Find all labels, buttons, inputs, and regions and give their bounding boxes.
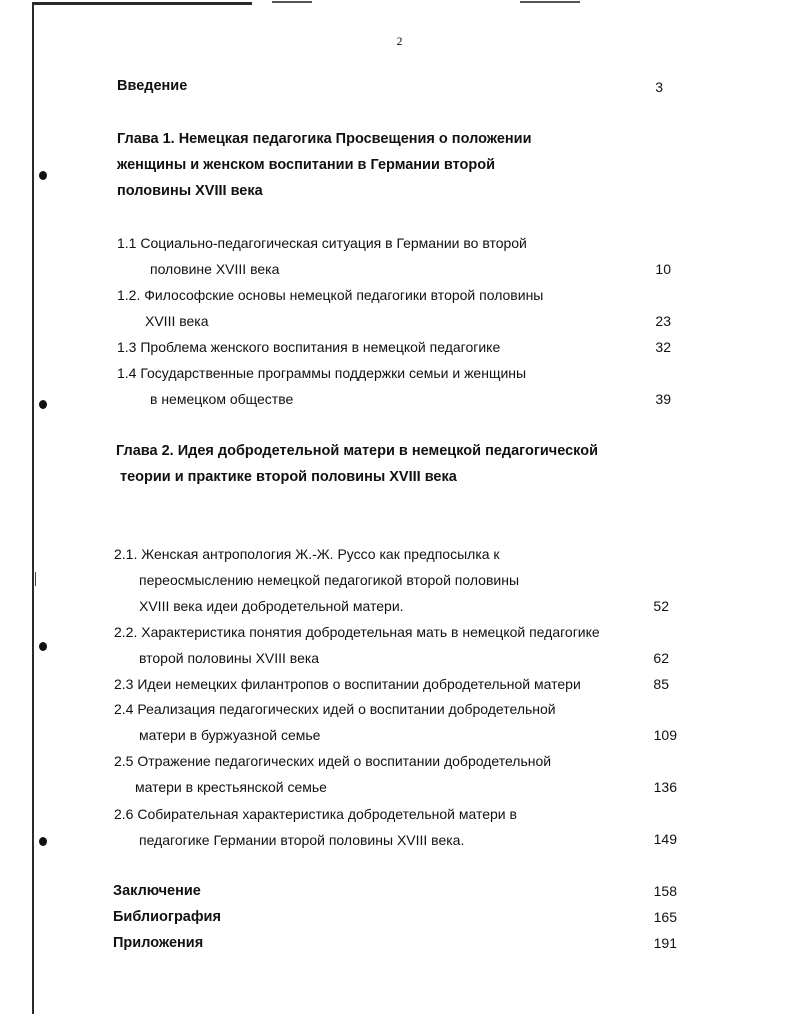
toc-section-page: 39: [655, 391, 671, 407]
toc-section-line: переосмыслению немецкой педагогикой второй половины: [139, 572, 520, 588]
toc-intro-page: 3: [655, 79, 663, 95]
binding-hole-mark: [39, 171, 47, 180]
toc-section-page: 52: [653, 598, 669, 614]
toc-section-line: 1.2. Философские основы немецкой педагогики второй половины: [117, 287, 544, 303]
toc-section-line: XVIII века: [145, 313, 209, 329]
toc-bibliography-title: Библиография: [113, 909, 221, 925]
toc-section-page: 10: [655, 261, 671, 277]
toc-intro-title: Введение: [117, 78, 188, 94]
toc-conclusion-title: Заключение: [113, 883, 201, 899]
scan-edge-top: [32, 2, 252, 5]
toc-section-line: матери в крестьянской семье: [135, 779, 327, 795]
chapter1-heading-line: женщины и женском воспитании в Германии второй: [117, 157, 496, 173]
toc-appendices-title: Приложения: [113, 935, 204, 951]
toc-section-line: 2.6 Собирательная характеристика добродетельной матери в: [114, 806, 517, 822]
toc-section-line: 2.2. Характеристика понятия добродетельная мать в немецкой педагогике: [114, 624, 600, 640]
chapter2-heading-line: Глава 2. Идея добродетельной матери в немецкой педагогической: [116, 443, 599, 459]
toc-section-page: 109: [653, 727, 677, 743]
toc-bibliography-page: 165: [653, 909, 677, 925]
toc-section-line: 2.3 Идеи немецких филантропов о воспитании добродетельной матери: [114, 676, 581, 692]
toc-section-page: 149: [653, 831, 677, 847]
toc-section-line: педагогике Германии второй половины XVIII века.: [139, 832, 465, 848]
toc-appendices-page: 191: [653, 935, 677, 951]
toc-section-line: XVIII века идеи добродетельной матери.: [139, 598, 404, 614]
binding-hole-mark: [39, 642, 47, 651]
toc-section-line: второй половины XVIII века: [139, 650, 320, 666]
binding-hole-mark: [39, 400, 47, 409]
scan-edge-left: [32, 4, 34, 1014]
toc-section-line: 2.5 Отражение педагогических идей о воспитании добродетельной: [114, 753, 552, 769]
chapter1-heading-line: половины XVIII века: [117, 183, 263, 199]
toc-section-line: 1.3 Проблема женского воспитания в немецкой педагогике: [117, 339, 501, 355]
toc-section-line: 1.4 Государственные программы поддержки семьи и женщины: [117, 365, 527, 381]
toc-section-line: 2.1. Женская антропология Ж.-Ж. Руссо как предпосылка к: [114, 546, 500, 562]
toc-section-page: 136: [653, 779, 677, 795]
toc-section-line: в немецком обществе: [150, 391, 294, 407]
scan-mark: [520, 1, 580, 3]
binding-hole-mark: [39, 837, 47, 846]
toc-section-page: 85: [653, 676, 669, 692]
scan-mark: [272, 1, 312, 3]
toc-section-page: 32: [655, 339, 671, 355]
scan-tick: [35, 572, 36, 586]
chapter1-heading-line: Глава 1. Немецкая педагогика Просвещения о положении: [117, 131, 532, 147]
toc-section-line: половине XVIII века: [150, 261, 280, 277]
toc-section-line: матери в буржуазной семье: [139, 727, 321, 743]
page-number: 2: [396, 34, 403, 48]
toc-section-line: 1.1 Социально-педагогическая ситуация в Германии во второй: [117, 235, 527, 251]
toc-section-page: 62: [653, 650, 669, 666]
chapter2-heading-line: теории и практике второй половины XVIII века: [120, 469, 457, 485]
toc-conclusion-page: 158: [653, 883, 677, 899]
toc-section-page: 23: [655, 313, 671, 329]
toc-section-line: 2.4 Реализация педагогических идей о воспитании добродетельной: [114, 701, 556, 717]
